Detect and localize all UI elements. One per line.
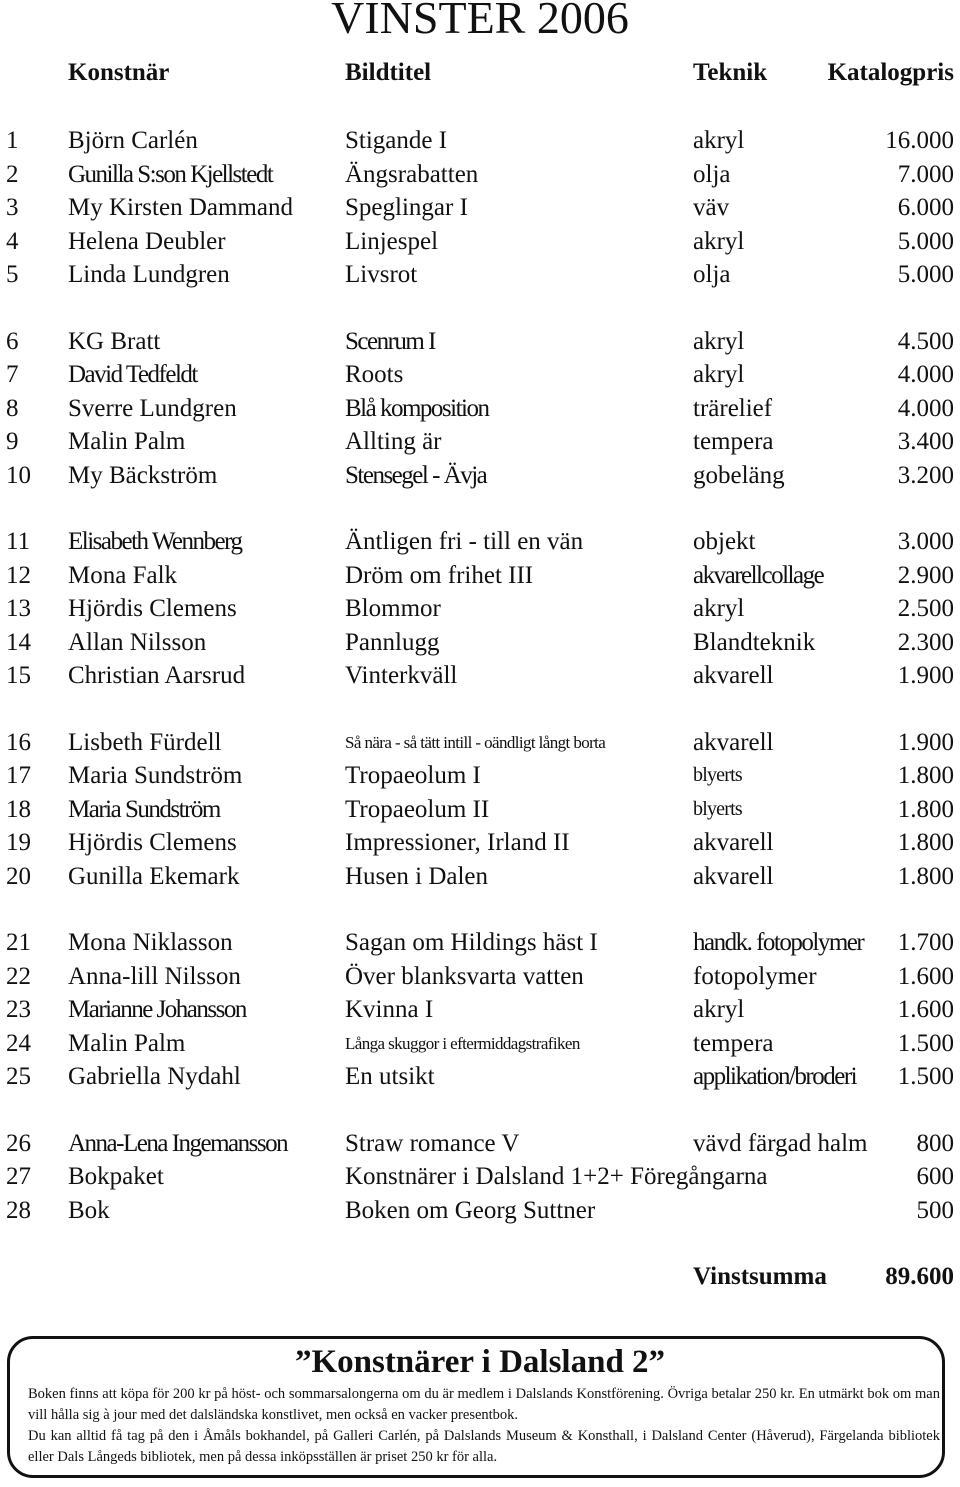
row-price: 5.000 (897, 261, 954, 288)
row-number: 3 (6, 194, 19, 221)
total-value: 89.600 (885, 1263, 954, 1290)
row-technique: akvarell (693, 829, 774, 856)
table-row (0, 1127, 960, 1161)
table-row (0, 860, 960, 894)
row-price: 3.400 (897, 428, 954, 455)
row-technique: akryl (693, 595, 745, 622)
row-artist: Marianne Johansson (68, 996, 246, 1023)
row-group (0, 325, 960, 493)
row-price: 1.600 (897, 996, 954, 1023)
row-title: Stensegel - Ävja (345, 461, 487, 489)
row-price: 600 (916, 1163, 954, 1190)
row-artist: David Tedfeldt (68, 361, 197, 388)
row-artist: Anna-lill Nilsson (68, 962, 241, 990)
row-number: 13 (6, 595, 31, 622)
row-price: 3.000 (897, 528, 954, 555)
row-technique: akryl (693, 361, 745, 388)
row-artist: Malin Palm (68, 428, 186, 455)
row-title: Husen i Dalen (345, 862, 489, 890)
row-artist: Gunilla Ekemark (68, 862, 240, 890)
row-price: 1.500 (897, 1029, 954, 1057)
row-title: Över blanksvarta vatten (345, 962, 584, 990)
row-technique: handk. fotopolymer (693, 929, 864, 956)
book-description (28, 1384, 940, 1468)
row-number: 1 (6, 127, 19, 154)
row-number: 16 (6, 728, 31, 756)
table-row (0, 124, 960, 158)
row-technique: akvarell (693, 862, 774, 890)
row-price: 2.900 (897, 561, 954, 589)
row-title: Ängsrabatten (345, 160, 479, 188)
table-row (0, 425, 960, 459)
row-number: 9 (6, 428, 19, 455)
row-artist: Mona Falk (68, 561, 178, 589)
row-price: 2.500 (897, 595, 954, 622)
table-row (0, 960, 960, 994)
row-title: Tropaeolum II (345, 795, 490, 823)
row-technique: gobeläng (693, 461, 785, 489)
table-row (0, 225, 960, 259)
row-price: 4.000 (897, 394, 954, 422)
row-price: 1.700 (897, 929, 954, 956)
row-technique: vävd färgad halm (693, 1129, 868, 1157)
row-technique: tempera (693, 1029, 774, 1057)
row-title: Scenrum I (345, 327, 435, 355)
row-technique: akvarell (693, 728, 774, 756)
row-technique: blyerts (693, 797, 742, 820)
row-artist: Maria Sundström (68, 762, 243, 789)
row-artist: Helena Deubler (68, 227, 226, 255)
row-group (0, 726, 960, 894)
row-artist: My Bäckström (68, 461, 218, 489)
row-number: 2 (6, 160, 19, 188)
row-price: 4.000 (897, 361, 954, 388)
table-row (0, 659, 960, 693)
row-group (0, 1127, 960, 1228)
table-row (0, 726, 960, 760)
row-technique: applikation/broderi (693, 1063, 857, 1090)
row-group (0, 926, 960, 1094)
row-group (0, 525, 960, 693)
row-title: Så nära - så tätt intill - oändligt långt borta (345, 732, 606, 752)
table-row (0, 759, 960, 793)
header-title: Bildtitel (345, 59, 432, 86)
row-number: 20 (6, 862, 31, 890)
row-price: 1.800 (897, 762, 954, 789)
row-artist: Gabriella Nydahl (68, 1063, 241, 1090)
row-number: 24 (6, 1029, 31, 1057)
row-artist: Lisbeth Fürdell (68, 728, 222, 756)
row-title: Linjespel (345, 227, 439, 255)
row-price: 16.000 (885, 127, 954, 154)
row-price: 500 (916, 1196, 954, 1224)
table-row (0, 559, 960, 593)
row-number: 12 (6, 561, 31, 589)
book-title: ”Konstnärer i Dalsland 2” (294, 1344, 666, 1380)
row-number: 10 (6, 461, 31, 489)
header-artist: Konstnär (68, 59, 170, 86)
row-title: En utsikt (345, 1063, 435, 1090)
row-number: 23 (6, 996, 31, 1023)
table-row (0, 793, 960, 827)
row-number: 5 (6, 261, 19, 288)
table-row (0, 258, 960, 292)
row-price: 7.000 (897, 160, 954, 188)
row-number: 18 (6, 795, 31, 823)
row-artist: Mona Niklasson (68, 929, 233, 956)
row-price: 1.900 (897, 662, 954, 689)
row-artist: Linda Lundgren (68, 261, 230, 288)
row-artist: Anna-Lena Ingemansson (68, 1129, 288, 1157)
row-title: Dröm om frihet III (345, 561, 534, 589)
table-row (0, 1027, 960, 1061)
row-price: 6.000 (897, 194, 954, 221)
row-technique: olja (693, 261, 731, 288)
header-technique: Teknik (693, 59, 768, 86)
header-price: Katalogpris (827, 59, 954, 86)
row-title: Stigande I (345, 127, 448, 154)
row-artist: Bokpaket (68, 1163, 164, 1190)
row-title: Tropaeolum I (345, 762, 481, 789)
row-artist: Gunilla S:son Kjellstedt (68, 160, 273, 188)
row-title: Kvinna I (345, 996, 434, 1023)
row-title: Pannlugg (345, 628, 440, 656)
row-number: 8 (6, 394, 19, 422)
row-price: 4.500 (897, 327, 954, 355)
row-artist: Christian Aarsrud (68, 662, 246, 689)
row-price: 800 (916, 1129, 954, 1157)
table-row (0, 826, 960, 860)
row-technique: trärelief (693, 394, 773, 422)
row-title: Långa skuggor i eftermiddagstrafiken (345, 1033, 580, 1053)
table-row (0, 1060, 960, 1094)
table-row (0, 358, 960, 392)
row-price: 3.200 (897, 461, 954, 489)
row-artist: Malin Palm (68, 1029, 186, 1057)
row-technique: väv (693, 194, 730, 221)
page-title: VINSTER 2006 (331, 0, 629, 43)
row-number: 4 (6, 227, 19, 255)
row-price: 1.800 (897, 795, 954, 823)
row-number: 26 (6, 1129, 31, 1157)
row-price: 1.800 (897, 862, 954, 890)
row-artist: Elisabeth Wennberg (68, 528, 242, 555)
row-title: Vinterkväll (345, 662, 458, 689)
row-number: 14 (6, 628, 31, 656)
row-title: Roots (345, 361, 404, 388)
row-artist: Björn Carlén (68, 127, 198, 154)
row-number: 17 (6, 762, 31, 789)
row-artist: Sverre Lundgren (68, 394, 237, 422)
row-title: Konstnärer i Dalsland 1+2+ Föregångarna (345, 1163, 768, 1190)
row-number: 7 (6, 361, 19, 388)
row-title: Sagan om Hildings häst I (345, 929, 598, 956)
row-price: 5.000 (897, 227, 954, 255)
table-row (0, 191, 960, 225)
row-title: Boken om Georg Suttner (345, 1196, 596, 1224)
row-price: 2.300 (897, 628, 954, 656)
row-technique: fotopolymer (693, 962, 817, 990)
row-title: Allting är (345, 428, 442, 455)
row-title: Blommor (345, 595, 441, 622)
row-title: Speglingar I (345, 194, 468, 221)
row-technique: akryl (693, 127, 745, 154)
row-title: Blå komposition (345, 394, 489, 422)
table-row (0, 525, 960, 559)
row-price: 1.800 (897, 829, 954, 856)
row-number: 11 (6, 528, 31, 555)
row-artist: Bok (68, 1196, 110, 1224)
row-number: 21 (6, 929, 31, 956)
table-row (0, 626, 960, 660)
row-number: 6 (6, 327, 19, 355)
row-technique: akryl (693, 996, 745, 1023)
row-number: 28 (6, 1196, 31, 1224)
row-technique: olja (693, 160, 731, 188)
book-paragraph-2: Du kan alltid få tag på den i Åmåls bokhandel, på Galleri Carlén, på Dalslands Museum & Konsthall, i Dalsland Center (Håverud), Färgelanda bibliotek eller Dals Långeds bibliotek, men på dessa inköpsställen är priset 250 kr för alla. (28, 1428, 940, 1465)
row-artist: Allan Nilsson (68, 628, 207, 656)
row-artist: My Kirsten Dammand (68, 194, 293, 221)
row-title: Impressioner, Irland II (345, 829, 570, 856)
row-artist: Hjördis Clemens (68, 829, 237, 856)
row-price: 1.900 (897, 728, 954, 756)
row-technique: Blandteknik (693, 628, 816, 656)
table-row (0, 592, 960, 626)
book-paragraph-1: Boken finns att köpa för 200 kr på höst- och sommarsalongerna om du är medlem i Dalslands Konstförening. Övriga betalar 250 kr. En utmärkt bok om man vill hålla sig à jour med det dalsländska konstlivet, men också en vacker presentbok. (28, 1386, 940, 1423)
row-technique: akvarell (693, 662, 774, 689)
row-technique: akvarellcollage (693, 561, 824, 589)
row-number: 25 (6, 1063, 31, 1090)
row-artist: Maria Sundström (68, 795, 220, 823)
row-group (0, 124, 960, 292)
row-technique: akryl (693, 327, 745, 355)
table-row (0, 1194, 960, 1228)
total-label: Vinstsumma (693, 1263, 827, 1290)
row-number: 15 (6, 662, 31, 689)
row-technique: objekt (693, 528, 756, 555)
table-row (0, 459, 960, 493)
row-title: Livsrot (345, 261, 418, 288)
row-number: 27 (6, 1163, 31, 1190)
row-artist: KG Bratt (68, 327, 161, 355)
row-title: Äntligen fri - till en vän (345, 528, 584, 555)
table-row (0, 392, 960, 426)
row-technique: tempera (693, 428, 774, 455)
table-row (0, 325, 960, 359)
row-price: 1.500 (897, 1063, 954, 1090)
row-artist: Hjördis Clemens (68, 595, 237, 622)
row-technique: akryl (693, 227, 745, 255)
row-title: Straw romance V (345, 1129, 520, 1157)
table-row (0, 158, 960, 192)
row-technique: blyerts (693, 764, 742, 786)
row-number: 19 (6, 829, 31, 856)
table-row (0, 926, 960, 960)
row-price: 1.600 (897, 962, 954, 990)
row-number: 22 (6, 962, 31, 990)
table-row (0, 1160, 960, 1194)
table-row (0, 993, 960, 1027)
prize-list (0, 124, 960, 1227)
